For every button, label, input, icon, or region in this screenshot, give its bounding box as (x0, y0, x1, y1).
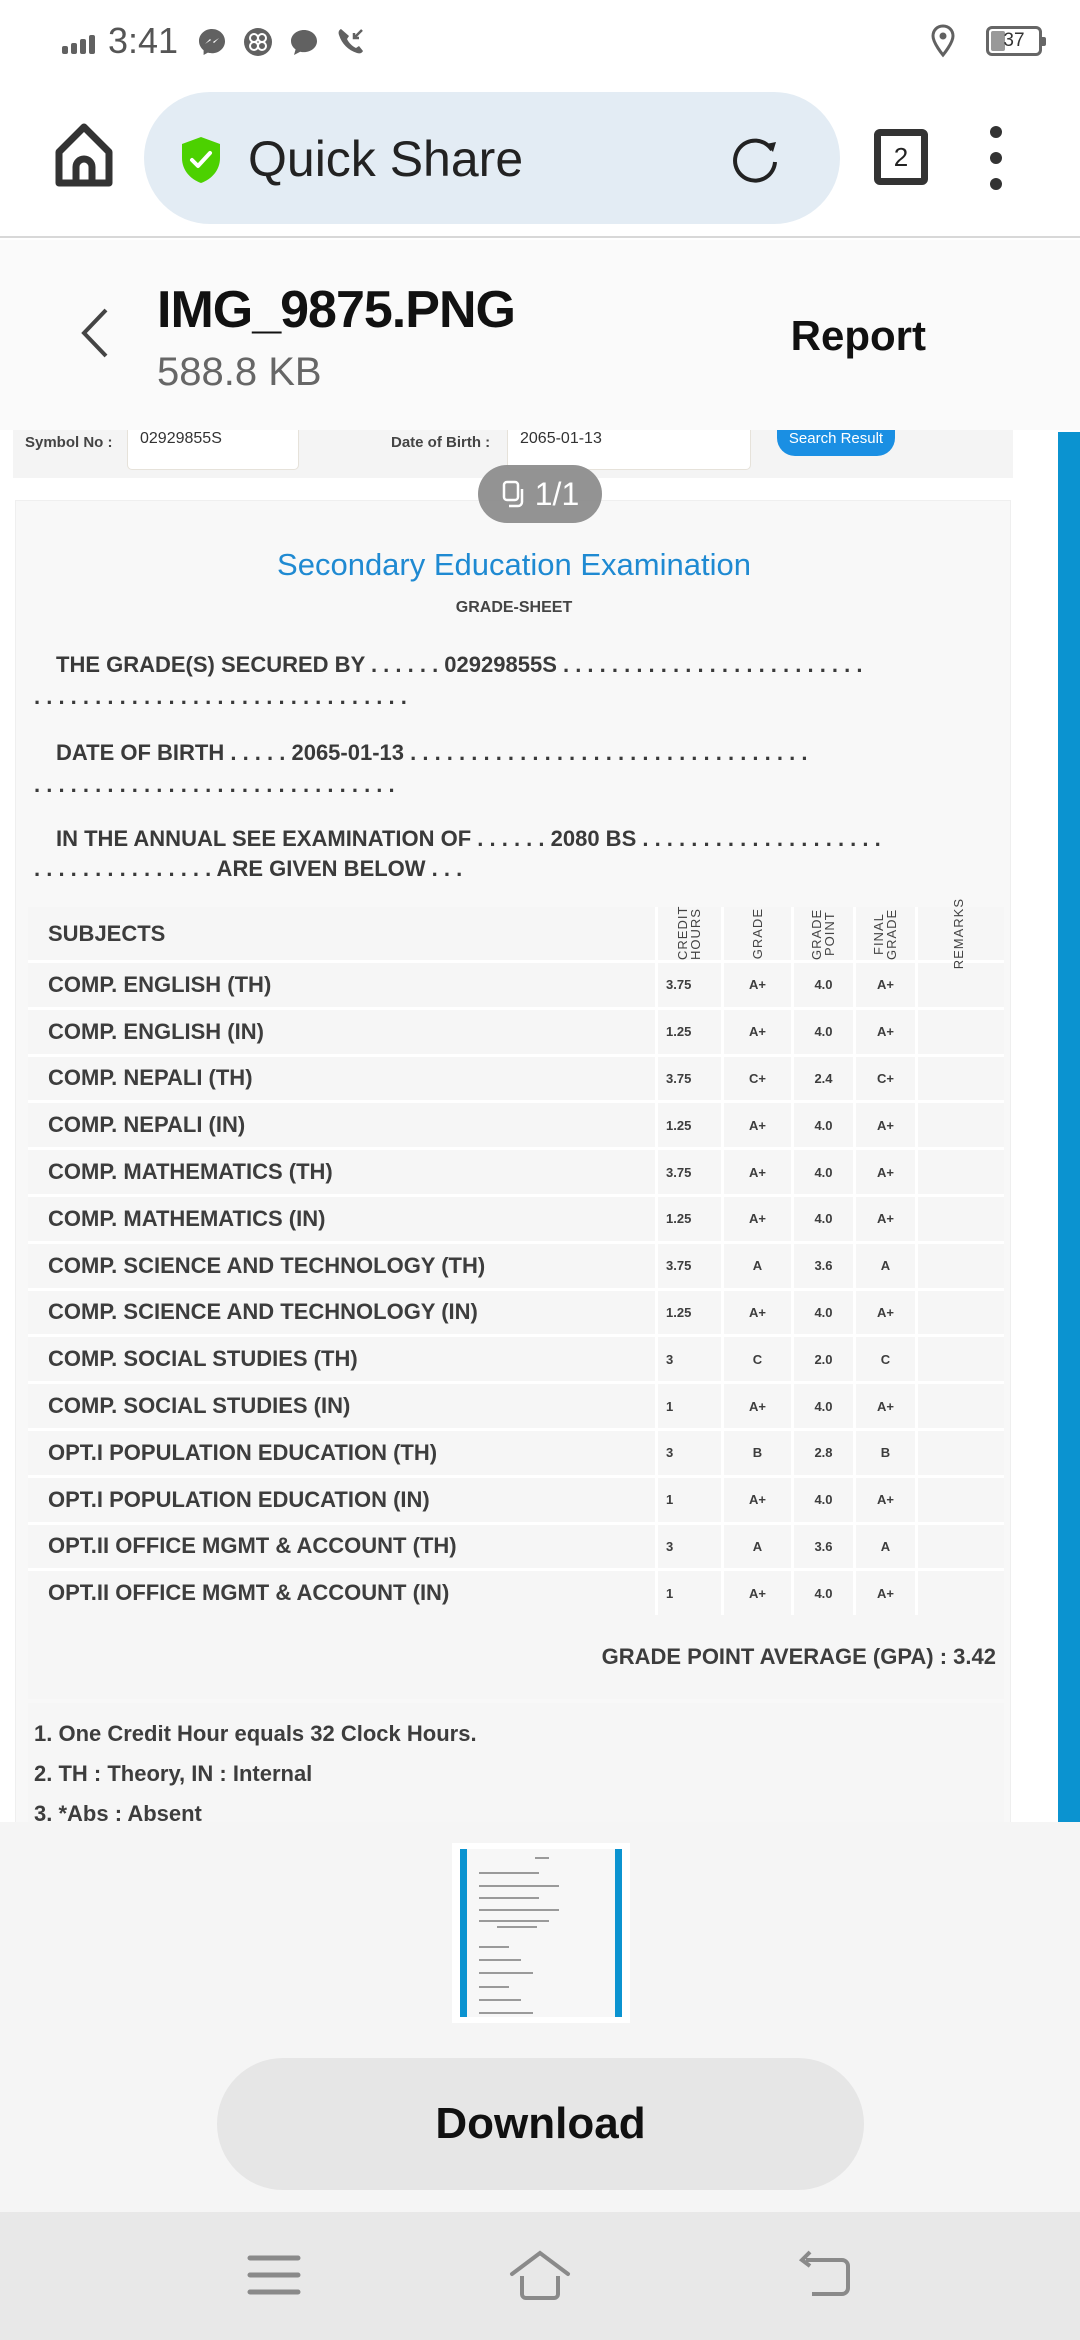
grade-cell: A+ (724, 1478, 794, 1522)
symbol-no-label: Symbol No : (25, 434, 113, 451)
credit-hours-cell: 1.25 (658, 1291, 724, 1335)
thumbnail-text-line (497, 1926, 537, 1928)
home-icon[interactable] (54, 122, 114, 188)
table-row (28, 1478, 1004, 1525)
grade-cell: A (724, 1244, 794, 1288)
missed-call-icon (334, 26, 366, 58)
credit-hours-cell: 1.25 (658, 1103, 724, 1147)
table-row (28, 1244, 1004, 1291)
back-arrow-icon[interactable] (78, 306, 110, 360)
credit-hours-cell: 3.75 (658, 1244, 724, 1288)
grade-point-cell: 4.0 (794, 1571, 856, 1615)
thumbnail-text-line (479, 2012, 533, 2014)
credit-hours-cell: 3 (658, 1337, 724, 1381)
file-size: 588.8 KB (157, 350, 322, 394)
home-icon[interactable] (508, 2250, 572, 2300)
grade-point-cell: 4.0 (794, 1150, 856, 1194)
thumbnail-text-line (479, 1920, 549, 1922)
thumbnail-text-line (535, 1857, 549, 1859)
signal-icon (62, 34, 95, 54)
note-3: 3. *Abs : Absent (34, 1801, 202, 1822)
dob-label: Date of Birth : (391, 434, 491, 451)
credit-hours-cell: 1.25 (658, 1010, 724, 1054)
note-1: 1. One Credit Hour equals 32 Clock Hours. (34, 1721, 477, 1746)
grade-point-cell: 2.4 (794, 1057, 856, 1101)
recents-icon[interactable] (244, 2250, 304, 2300)
final-grade-cell: A+ (856, 1291, 918, 1335)
thumbnail-text-line (479, 1986, 509, 1988)
table-row (28, 1057, 1004, 1104)
remarks-cell (918, 1478, 998, 1522)
final-grade-cell: A+ (856, 1150, 918, 1194)
grade-cell: A+ (724, 1384, 794, 1428)
grade-cell: C+ (724, 1057, 794, 1101)
grade-cell: B (724, 1431, 794, 1475)
grade-table (28, 897, 1004, 1618)
grade-cell: A+ (724, 1010, 794, 1054)
grade-point-cell: 4.0 (794, 963, 856, 1007)
browser-toolbar (0, 84, 1080, 238)
grade-point-cell: 4.0 (794, 1197, 856, 1241)
final-grade-cell: A+ (856, 1571, 918, 1615)
document-side-bar (1058, 432, 1080, 1822)
notes (28, 1703, 1004, 1822)
col-grade-point: GRADE POINT (794, 907, 856, 960)
grade-cell: C (724, 1337, 794, 1381)
image-thumbnail[interactable] (452, 1843, 630, 2023)
remarks-cell (918, 1103, 998, 1147)
final-grade-cell: A (856, 1525, 918, 1569)
file-header (0, 240, 1080, 430)
remarks-cell (918, 1150, 998, 1194)
image-preview[interactable] (0, 430, 1080, 1822)
subject-cell: COMP. NEPALI (IN) (28, 1103, 658, 1147)
remarks-cell (918, 1384, 998, 1428)
credit-hours-cell: 1 (658, 1571, 724, 1615)
grade-sheet-label: GRADE-SHEET (455, 599, 573, 616)
remarks-cell (918, 1571, 998, 1615)
grade-point-cell: 4.0 (794, 1384, 856, 1428)
grade-cell: A+ (724, 1291, 794, 1335)
grade-point-cell: 4.0 (794, 1103, 856, 1147)
subject-cell: COMP. SCIENCE AND TECHNOLOGY (IN) (28, 1291, 658, 1335)
thumbnail-text-line (479, 1946, 509, 1948)
col-remarks: REMARKS (950, 897, 966, 970)
remarks-cell (918, 1525, 998, 1569)
table-row (28, 1431, 1004, 1478)
table-row (28, 1103, 1004, 1150)
battery-indicator: 37 (986, 26, 1042, 56)
messenger-icon (196, 26, 228, 58)
grade-point-cell: 3.6 (794, 1244, 856, 1288)
system-nav-bar (0, 2212, 1080, 2340)
dob-line-cont: . . . . . . . . . . . . . . . . . . . . . . . . . . . . . . (34, 772, 395, 797)
grade-cell: A+ (724, 1197, 794, 1241)
remarks-cell (918, 1197, 998, 1241)
credit-hours-cell: 1.25 (658, 1197, 724, 1241)
remarks-cell (918, 963, 998, 1007)
table-header (28, 897, 1004, 970)
table-row (28, 1197, 1004, 1244)
thumbnail-text-line (479, 1972, 533, 1974)
subject-cell: COMP. MATHEMATICS (IN) (28, 1197, 658, 1241)
dob-line: DATE OF BIRTH . . . . . 2065-01-13 . . . . . . . . . . . . . . . . . . . . . . . . . . . . . . . . . (56, 740, 808, 765)
final-grade-cell: A (856, 1244, 918, 1288)
thumbnail-text-line (479, 1999, 521, 2001)
exam-line: IN THE ANNUAL SEE EXAMINATION OF . . . . . . 2080 BS . . . . . . . . . . . . . . . . . . . . (56, 826, 881, 851)
final-grade-cell: C+ (856, 1057, 918, 1101)
note-2: 2. TH : Theory, IN : Internal (34, 1761, 313, 1786)
col-subjects: SUBJECTS (28, 907, 658, 960)
table-row (28, 1010, 1004, 1057)
final-grade-cell: B (856, 1431, 918, 1475)
secure-shield-icon (178, 135, 224, 185)
subject-cell: COMP. SCIENCE AND TECHNOLOGY (TH) (28, 1244, 658, 1288)
dob-field: 2065-01-13 (507, 430, 751, 470)
credit-hours-cell: 1 (658, 1478, 724, 1522)
subject-cell: COMP. SOCIAL STUDIES (TH) (28, 1337, 658, 1381)
credit-hours-cell: 3.75 (658, 963, 724, 1007)
reload-icon[interactable] (726, 130, 784, 188)
grade-point-cell: 2.0 (794, 1337, 856, 1381)
table-row (28, 1525, 1004, 1572)
credit-hours-cell: 3.75 (658, 1150, 724, 1194)
final-grade-cell: A+ (856, 1384, 918, 1428)
status-bar (0, 0, 1080, 84)
col-final-grade: FINAL GRADE (856, 907, 918, 960)
secured-by-line-cont: . . . . . . . . . . . . . . . . . . . . . . . . . . . . . . . (34, 684, 407, 709)
remarks-cell (918, 1431, 998, 1475)
table-row (28, 1384, 1004, 1431)
grade-point-cell: 2.8 (794, 1431, 856, 1475)
remarks-cell (918, 1291, 998, 1335)
col-grade: GRADE (724, 907, 794, 960)
file-name: IMG_9875.PNG (157, 281, 515, 339)
remarks-cell (918, 1337, 998, 1381)
symbol-no-field: 02929855S (127, 430, 299, 470)
final-grade-cell: C (856, 1337, 918, 1381)
subject-cell: COMP. ENGLISH (TH) (28, 963, 658, 1007)
remarks-cell (918, 1244, 998, 1288)
grade-cell: A+ (724, 963, 794, 1007)
grade-cell: A+ (724, 1150, 794, 1194)
thumbnail-text-line (479, 1909, 559, 1911)
subject-cell: COMP. NEPALI (TH) (28, 1057, 658, 1101)
exam-title: Secondary Education Examination (277, 547, 751, 582)
remarks-cell (918, 1057, 998, 1101)
thumbnail-text-line (479, 1959, 521, 1961)
table-row (28, 1291, 1004, 1338)
grade-cell: A+ (724, 1103, 794, 1147)
download-button[interactable]: Download (217, 2058, 864, 2190)
overflow-menu-icon[interactable] (982, 126, 1010, 190)
grade-cell: A (724, 1525, 794, 1569)
pages-icon (501, 479, 527, 509)
final-grade-cell: A+ (856, 1478, 918, 1522)
grade-cell: A+ (724, 1571, 794, 1615)
subject-cell: COMP. SOCIAL STUDIES (IN) (28, 1384, 658, 1428)
credit-hours-cell: 3 (658, 1525, 724, 1569)
address-bar-title: Quick Share (248, 131, 524, 187)
grade-sheet (15, 500, 1011, 1822)
grade-point-cell: 3.6 (794, 1525, 856, 1569)
subject-cell: COMP. MATHEMATICS (TH) (28, 1150, 658, 1194)
search-result-button: Search Result (777, 430, 895, 456)
address-bar[interactable] (144, 92, 840, 224)
remarks-cell (918, 1010, 998, 1054)
final-grade-cell: A+ (856, 1010, 918, 1054)
back-icon[interactable] (796, 2250, 856, 2300)
table-row (28, 1571, 1004, 1618)
final-grade-cell: A+ (856, 1103, 918, 1147)
subject-cell: OPT.II OFFICE MGMT & ACCOUNT (IN) (28, 1571, 658, 1615)
table-row (28, 1337, 1004, 1384)
app-grid-icon (242, 26, 274, 58)
final-grade-cell: A+ (856, 1197, 918, 1241)
credit-hours-cell: 3 (658, 1431, 724, 1475)
location-pin-icon (930, 24, 956, 58)
tab-switcher-button[interactable] (874, 129, 928, 185)
table-row (28, 963, 1004, 1010)
subject-cell: COMP. ENGLISH (IN) (28, 1010, 658, 1054)
credit-hours-cell: 3.75 (658, 1057, 724, 1101)
final-grade-cell: A+ (856, 963, 918, 1007)
subject-cell: OPT.II OFFICE MGMT & ACCOUNT (TH) (28, 1525, 658, 1569)
table-row (28, 1150, 1004, 1197)
chat-bubble-icon (288, 26, 320, 58)
col-credit-hours: CREDIT HOURS (658, 907, 724, 960)
thumbnail-text-line (479, 1885, 559, 1887)
grade-point-cell: 4.0 (794, 1478, 856, 1522)
gpa-row: GRADE POINT AVERAGE (GPA) : 3.42 (28, 1615, 1004, 1699)
exam-line-cont: . . . . . . . . . . . . . . . ARE GIVEN BELOW . . . (34, 856, 463, 881)
subject-cell: OPT.I POPULATION EDUCATION (IN) (28, 1478, 658, 1522)
thumbnail-text-line (479, 1897, 539, 1899)
thumbnail-preview (460, 1849, 622, 2017)
grade-point-cell: 4.0 (794, 1010, 856, 1054)
credit-hours-cell: 1 (658, 1384, 724, 1428)
tab-count: 2 (893, 141, 909, 172)
page-indicator: 1/1 (478, 465, 602, 523)
thumbnail-text-line (479, 1872, 539, 1874)
clock: 3:41 (108, 20, 179, 61)
report-button[interactable]: Report (790, 312, 926, 359)
secured-by-line: THE GRADE(S) SECURED BY . . . . . . 02929855S . . . . . . . . . . . . . . . . . . . . . . . . . (56, 652, 863, 677)
bottom-sheet (0, 1822, 1080, 2212)
grade-point-cell: 4.0 (794, 1291, 856, 1335)
subject-cell: OPT.I POPULATION EDUCATION (TH) (28, 1431, 658, 1475)
